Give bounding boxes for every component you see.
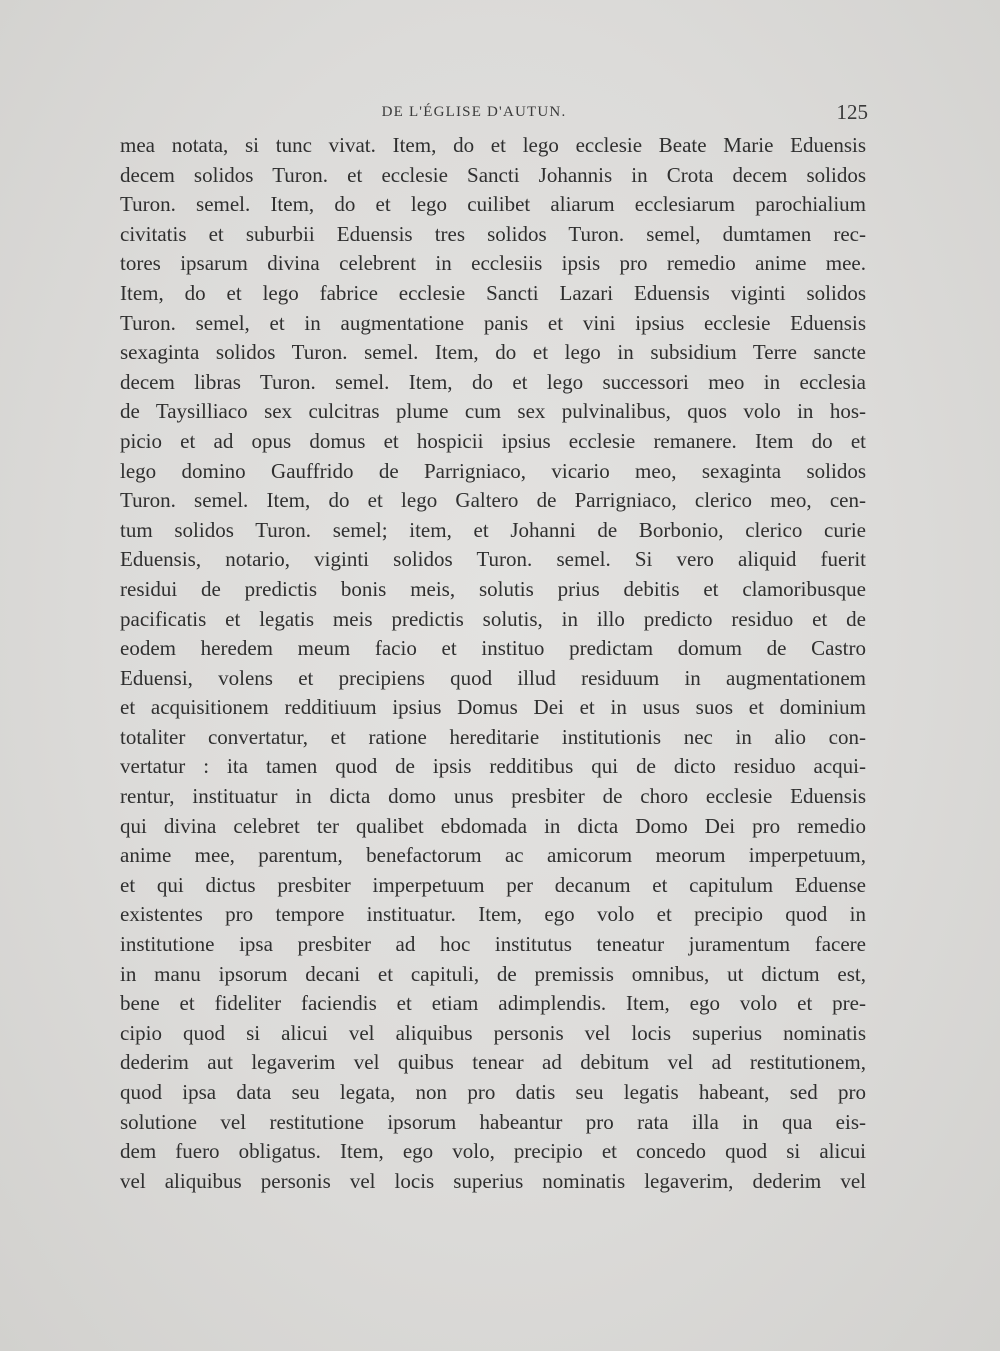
text-line: mea notata, si tunc vivat. Item, do et lego ecclesie Beate Marie Eduensis (120, 133, 866, 157)
page-header (120, 100, 868, 130)
text-line: solutione vel restitutione ipsorum habeantur pro rata illa in qua eis- (120, 1109, 866, 1134)
text-line: qui divina celebret ter qualibet ebdomada in dicta Domo Dei pro remedio (120, 813, 866, 838)
body-text (120, 131, 866, 1196)
text-line: Turon. semel, et in augmentatione panis et vini ipsius ecclesie Eduensis (120, 310, 866, 335)
text-line: pacificatis et legatis meis predictis solutis, in illo predicto residuo et de (120, 606, 866, 631)
text-line: picio et ad opus domus et hospicii ipsius ecclesie remanere. Item do et (120, 428, 866, 453)
text-line: quod ipsa data seu legata, non pro datis seu legatis habeant, sed pro (120, 1080, 866, 1104)
text-line: dem fuero obligatus. Item, ego volo, precipio et concedo quod si alicui (120, 1139, 866, 1164)
text-line: decem solidos Turon. et ecclesie Sancti Johannis in Crota decem solidos (120, 162, 866, 187)
text-line: Eduensis, notario, viginti solidos Turon. semel. Si vero aliquid fuerit (120, 547, 866, 572)
text-line: totaliter convertatur, et ratione hereditarie institutionis nec in alio con- (120, 724, 866, 749)
text-line: rentur, instituatur in dicta domo unus presbiter de choro ecclesie Eduensis (120, 784, 866, 809)
text-line: eodem heredem meum facio et instituo predictam domum de Castro (120, 636, 866, 661)
text-line: vel aliquibus personis vel locis superius nominatis legaverim, dederim vel (120, 1168, 866, 1193)
text-line: et acquisitionem redditiuum ipsius Domus Dei et in usus suos et dominium (120, 695, 866, 720)
text-line: vertatur : ita tamen quod de ipsis redditibus qui de dicto residuo acqui- (120, 754, 866, 779)
page-number: 125 (836, 100, 868, 124)
text-line: sexaginta solidos Turon. semel. Item, do et lego in subsidium Terre sancte (120, 340, 866, 365)
text-line: lego domino Gauffrido de Parrigniaco, vicario meo, sexaginta solidos (120, 458, 866, 483)
text-line: institutione ipsa presbiter ad hoc institutus teneatur juramentum facere (120, 932, 866, 957)
text-line: in manu ipsorum decani et capituli, de premissis omnibus, ut dictum est, (120, 961, 866, 986)
text-line: Turon. semel. Item, do et lego cuilibet aliarum ecclesiarum parochialium (120, 192, 866, 217)
text-line: bene et fideliter faciendis et etiam adimplendis. Item, ego volo et pre- (120, 991, 866, 1016)
running-head: DE L'ÉGLISE D'AUTUN. (381, 104, 567, 120)
text-line: cipio quod si alicui vel aliquibus personis vel locis superius nominatis (120, 1020, 866, 1045)
text-line: tores ipsarum divina celebrent in ecclesiis ipsis pro remedio anime mee. (120, 251, 866, 276)
text-line: de Taysilliaco sex culcitras plume cum sex pulvinalibus, quos volo in hos- (120, 399, 866, 424)
text-line: Item, do et lego fabrice ecclesie Sancti Lazari Eduensis viginti solidos (120, 280, 866, 305)
text-line: residui de predictis bonis meis, solutis prius debitis et clamoribusque (120, 576, 866, 601)
text-line: Eduensi, volens et precipiens quod illud residuum in augmentationem (120, 665, 866, 690)
text-line: dederim aut legaverim vel quibus tenear ad debitum vel ad restitutionem, (120, 1050, 866, 1075)
text-line: Turon. semel. Item, do et lego Galtero de Parrigniaco, clerico meo, cen- (120, 488, 866, 513)
text-line: civitatis et suburbii Eduensis tres solidos Turon. semel, dumtamen rec- (120, 221, 866, 246)
text-line: et qui dictus presbiter imperpetuum per decanum et capitulum Eduense (120, 872, 866, 897)
text-line: anime mee, parentum, benefactorum ac amicorum meorum imperpetuum, (120, 843, 866, 868)
text-line: existentes pro tempore instituatur. Item, ego volo et precipio quod in (120, 902, 866, 927)
text-line: tum solidos Turon. semel; item, et Johanni de Borbonio, clerico curie (120, 517, 866, 542)
text-line: decem libras Turon. semel. Item, do et lego successori meo in ecclesia (120, 369, 866, 394)
